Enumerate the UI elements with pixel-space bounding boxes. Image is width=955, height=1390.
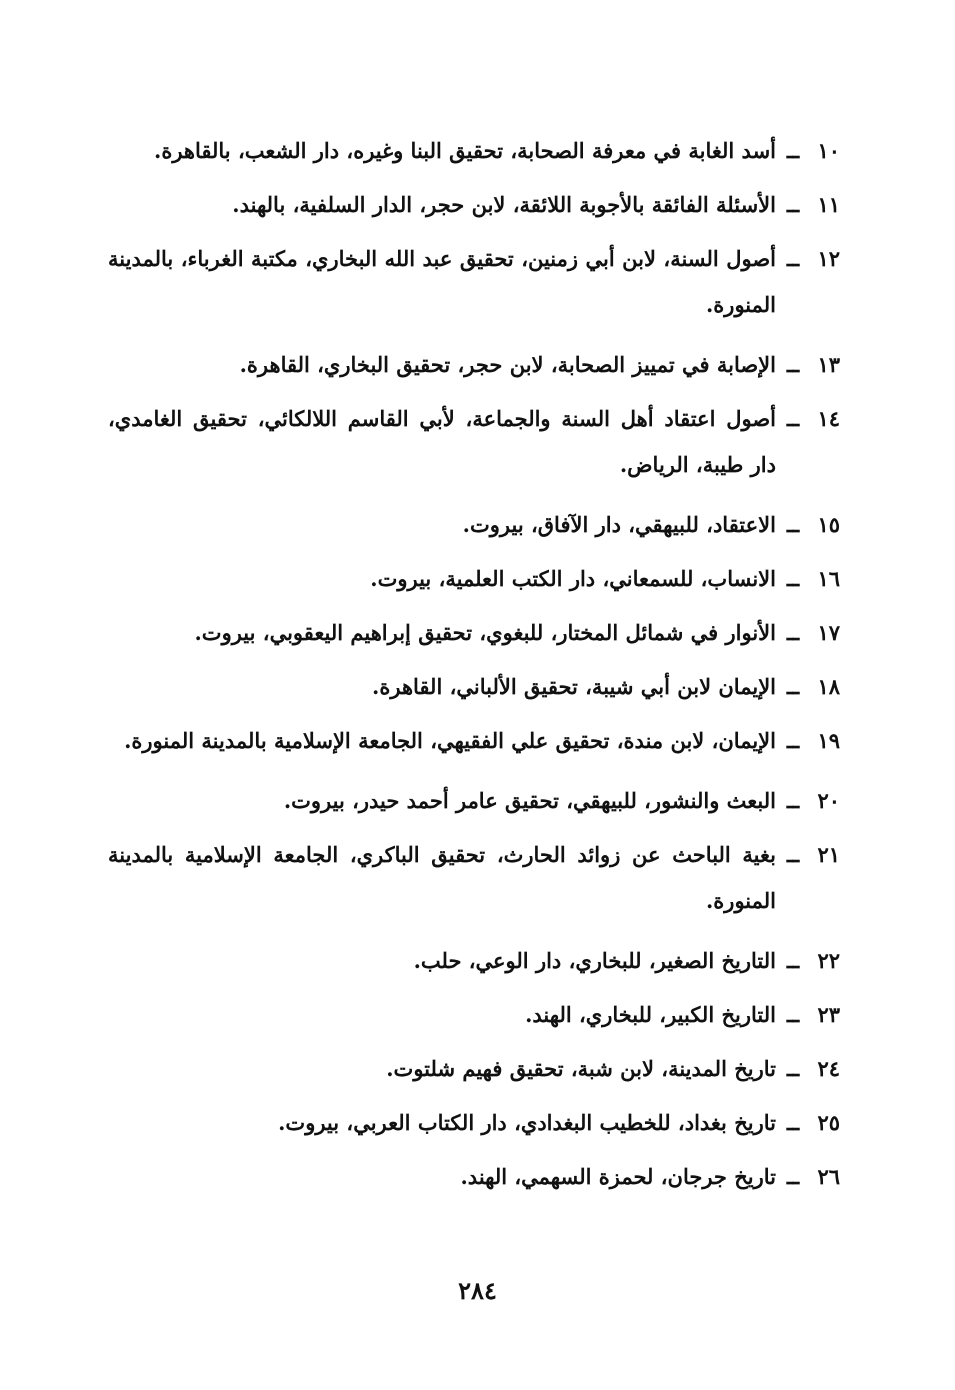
entry-number: ٢٢ <box>817 948 840 973</box>
entry-number: ٢٠ <box>817 788 840 813</box>
entry-number: ١٩ <box>817 728 840 753</box>
entry-text: الإصابة في تمييز الصحابة، لابن حجر، تحقيق البخاري، القاهرة. <box>239 352 776 377</box>
entry-number: ١٦ <box>817 566 840 591</box>
page-number: ٢٨٤ <box>458 1276 497 1305</box>
bibliography-entry <box>108 832 840 924</box>
entry-dash: ــ <box>786 352 800 377</box>
bibliography-entry <box>108 502 840 548</box>
entry-number: ١٥ <box>817 512 840 537</box>
bibliography-entry <box>108 938 840 984</box>
entry-text: تاريخ المدينة، لابن شبة، تحقيق فهيم شلتوت. <box>386 1056 776 1081</box>
entry-number: ١٤ <box>817 406 840 431</box>
entry-number: ٢٥ <box>817 1110 840 1135</box>
entry-dash: ــ <box>786 728 800 753</box>
bibliography-entry <box>108 1100 840 1146</box>
entry-dash: ــ <box>786 620 800 645</box>
entry-text: أصول اعتقاد أهل السنة والجماعة، لأبي القاسم اللالكائي، تحقيق الغامدي، دار طيبة، الرياض. <box>108 406 776 477</box>
entry-number: ٢١ <box>817 842 840 867</box>
entry-text: أصول السنة، لابن أبي زمنين، تحقيق عبد الله البخاري، مكتبة الغرباء، بالمدينة المنورة. <box>108 246 776 317</box>
entry-text: الأسئلة الفائقة بالأجوبة اللائقة، لابن حجر، الدار السلفية، بالهند. <box>232 192 776 217</box>
entry-dash: ــ <box>786 842 800 867</box>
bibliography-entry <box>108 1046 840 1092</box>
entry-dash: ــ <box>786 512 800 537</box>
entry-dash: ــ <box>786 192 800 217</box>
entry-dash: ــ <box>786 1056 800 1081</box>
entry-number: ١١ <box>817 192 840 217</box>
bibliography-entry <box>108 182 840 228</box>
entry-text: الاعتقاد، للبيهقي، دار الآفاق، بيروت. <box>462 512 776 537</box>
bibliography-entry <box>108 1154 840 1200</box>
bibliography-entry <box>108 664 840 710</box>
entry-text: أسد الغابة في معرفة الصحابة، تحقيق البنا وغيره، دار الشعب، بالقاهرة. <box>154 138 776 163</box>
bibliography-entry <box>108 236 840 328</box>
entry-number: ٢٦ <box>817 1164 840 1189</box>
entry-number: ٢٤ <box>817 1056 840 1081</box>
entry-dash: ــ <box>786 1002 800 1027</box>
entry-text: بغية الباحث عن زوائد الحارث، تحقيق الباكري، الجامعة الإسلامية بالمدينة المنورة. <box>108 842 776 913</box>
entry-dash: ــ <box>786 674 800 699</box>
entry-dash: ــ <box>786 948 800 973</box>
entry-dash: ــ <box>786 138 800 163</box>
entry-text: تاريخ جرجان، لحمزة السهمي، الهند. <box>460 1164 776 1189</box>
entry-number: ١٧ <box>817 620 840 645</box>
entry-text: تاريخ بغداد، للخطيب البغدادي، دار الكتاب العربي، بيروت. <box>278 1110 776 1135</box>
entry-text: التاريخ الصغير، للبخاري، دار الوعي، حلب. <box>413 948 776 973</box>
entry-number: ١٢ <box>817 246 840 271</box>
entry-text: الإيمان، لابن مندة، تحقيق علي الفقيهي، الجامعة الإسلامية بالمدينة المنورة. <box>124 728 776 753</box>
bibliography-entry <box>108 556 840 602</box>
bibliography-entry <box>108 718 840 764</box>
entry-text: الانساب، للسمعاني، دار الكتب العلمية، بيروت. <box>370 566 776 591</box>
bibliography-entry <box>108 992 840 1038</box>
bibliography-list <box>108 128 840 1208</box>
entry-dash: ــ <box>786 1110 800 1135</box>
entry-dash: ــ <box>786 788 800 813</box>
entry-dash: ــ <box>786 1164 800 1189</box>
entry-text: الأنوار في شمائل المختار، للبغوي، تحقيق إبراهيم اليعقوبي، بيروت. <box>194 620 776 645</box>
bibliography-entry <box>108 610 840 656</box>
entry-text: البعث والنشور، للبيهقي، تحقيق عامر أحمد حيدر، بيروت. <box>283 788 776 813</box>
entry-text: التاريخ الكبير، للبخاري، الهند. <box>525 1002 776 1027</box>
bibliography-entry <box>108 778 840 824</box>
entry-number: ٢٣ <box>817 1002 840 1027</box>
bibliography-entry <box>108 128 840 174</box>
entry-number: ١٠ <box>817 138 840 163</box>
bibliography-entry <box>108 396 840 488</box>
entry-number: ١٨ <box>817 674 840 699</box>
entry-dash: ــ <box>786 406 800 431</box>
entry-dash: ــ <box>786 566 800 591</box>
bibliography-entry <box>108 342 840 388</box>
entry-number: ١٣ <box>817 352 840 377</box>
entry-text: الإيمان لابن أبي شيبة، تحقيق الألباني، القاهرة. <box>372 674 776 699</box>
entry-dash: ــ <box>786 246 800 271</box>
